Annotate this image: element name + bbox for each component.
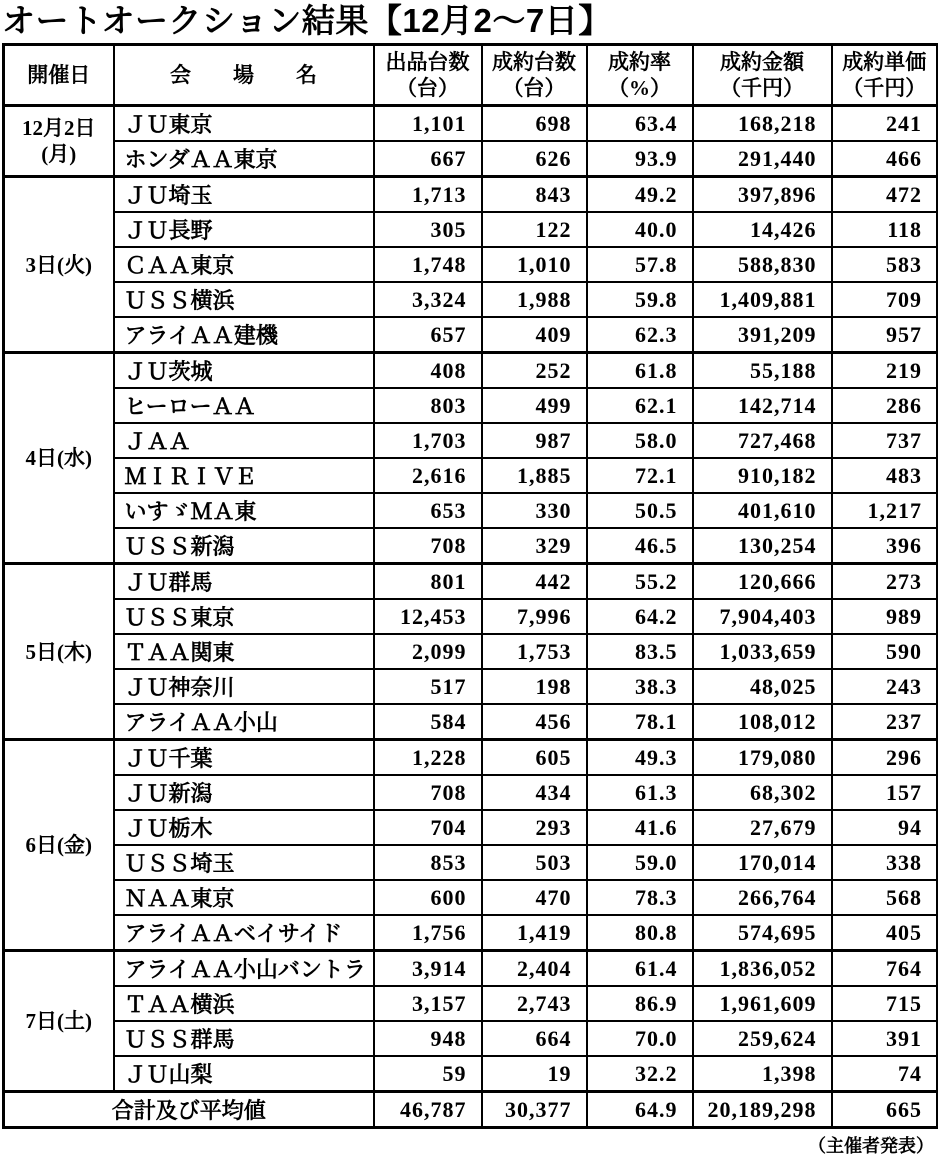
rate-cell: 46.5 [587,528,693,564]
unit-price-cell: 472 [832,177,938,213]
unit-price-cell: 1,217 [832,493,938,528]
rate-cell: 61.4 [587,951,693,987]
rate-cell: 49.3 [587,740,693,776]
listed-cell: 1,713 [374,177,482,213]
unit-price-cell: 483 [832,458,938,493]
unit-price-cell: 241 [832,106,938,142]
venue-cell: アライＡＡ小山 [114,704,374,740]
venue-cell: ＪＵ新潟 [114,775,374,810]
listed-cell: 3,914 [374,951,482,987]
venue-cell: ＪＵ埼玉 [114,177,374,213]
sold-cell: 499 [482,388,587,423]
col-header-listed [374,45,482,106]
venue-cell: ＮＡＡ東京 [114,880,374,915]
listed-cell: 1,748 [374,247,482,282]
amount-cell: 910,182 [693,458,832,493]
table-row [4,564,938,600]
rate-cell: 61.3 [587,775,693,810]
venue-cell: ＪＵ東京 [114,106,374,142]
listed-cell: 584 [374,704,482,740]
listed-cell: 2,616 [374,458,482,493]
amount-cell: 588,830 [693,247,832,282]
sold-cell: 503 [482,845,587,880]
amount-cell: 27,679 [693,810,832,845]
table-row [4,845,938,880]
date-cell [4,353,114,564]
rate-cell: 78.3 [587,880,693,915]
table-row [4,247,938,282]
sold-cell: 664 [482,1021,587,1056]
unit-price-cell: 709 [832,282,938,317]
amount-cell: 259,624 [693,1021,832,1056]
listed-cell: 305 [374,212,482,247]
venue-cell: ＵＳＳ横浜 [114,282,374,317]
amount-cell: 1,409,881 [693,282,832,317]
table-row [4,1056,938,1092]
col-header-rate-main: 成約率 [608,50,671,75]
amount-cell: 168,218 [693,106,832,142]
table-row [4,212,938,247]
sold-cell: 605 [482,740,587,776]
listed-cell: 708 [374,528,482,564]
col-header-listed-unit: （台） [396,76,459,101]
table-header [4,45,938,106]
sold-cell: 1,419 [482,915,587,951]
amount-cell: 179,080 [693,740,832,776]
venue-cell: ＪＵ千葉 [114,740,374,776]
venue-cell: ＵＳＳ埼玉 [114,845,374,880]
amount-cell: 68,302 [693,775,832,810]
unit-price-cell: 764 [832,951,938,987]
col-header-amount [693,45,832,106]
table-row [4,141,938,177]
table-row [4,353,938,389]
rate-cell: 70.0 [587,1021,693,1056]
amount-cell: 397,896 [693,177,832,213]
unit-price-cell: 568 [832,880,938,915]
date-cell [4,177,114,353]
amount-cell: 142,714 [693,388,832,423]
sold-cell: 1,753 [482,634,587,669]
unit-price-cell: 338 [832,845,938,880]
table-row [4,1021,938,1056]
sold-cell: 987 [482,423,587,458]
listed-cell: 59 [374,1056,482,1092]
unit-price-cell: 118 [832,212,938,247]
amount-cell: 291,440 [693,141,832,177]
venue-cell: ＪＡＡ [114,423,374,458]
rate-cell: 59.8 [587,282,693,317]
sold-cell: 698 [482,106,587,142]
venue-cell: いすゞＭＡ東 [114,493,374,528]
unit-price-cell: 219 [832,353,938,389]
rate-cell: 63.4 [587,106,693,142]
source-note: （主催者発表） [808,1136,934,1157]
venue-cell: ＪＵ神奈川 [114,669,374,704]
table-row [4,951,938,987]
total-amount-cell: 20,189,298 [693,1092,832,1128]
listed-cell: 1,101 [374,106,482,142]
table-row [4,704,938,740]
unit-price-cell: 243 [832,669,938,704]
amount-cell: 391,209 [693,317,832,353]
col-header-sold [482,45,587,106]
rate-cell: 55.2 [587,564,693,600]
venue-cell: ＪＵ群馬 [114,564,374,600]
amount-cell: 1,398 [693,1056,832,1092]
rate-cell: 64.2 [587,599,693,634]
table-row [4,880,938,915]
col-header-listed-main: 出品台数 [385,50,470,75]
amount-cell: 7,904,403 [693,599,832,634]
sold-cell: 1,988 [482,282,587,317]
unit-price-cell: 989 [832,599,938,634]
unit-price-cell: 396 [832,528,938,564]
date-line: 4日(水) [25,446,92,471]
col-header-sold-main: 成約台数 [492,50,576,75]
table-body [4,106,938,1092]
sold-cell: 2,404 [482,951,587,987]
listed-cell: 657 [374,317,482,353]
unit-price-cell: 391 [832,1021,938,1056]
venue-cell: ＵＳＳ東京 [114,599,374,634]
rate-cell: 62.3 [587,317,693,353]
date-cell [4,106,114,177]
amount-cell: 170,014 [693,845,832,880]
table-row [4,458,938,493]
rate-cell: 41.6 [587,810,693,845]
venue-cell: ＭＩＲＩＶＥ [114,458,374,493]
listed-cell: 708 [374,775,482,810]
listed-cell: 408 [374,353,482,389]
listed-cell: 853 [374,845,482,880]
col-header-venue [114,45,374,106]
table-row [4,775,938,810]
total-rate-cell: 64.9 [587,1092,693,1128]
date-cell [4,951,114,1092]
sold-cell: 456 [482,704,587,740]
table-row [4,986,938,1021]
auction-results-table [2,43,938,1129]
unit-price-cell: 405 [832,915,938,951]
table-row [4,388,938,423]
sold-cell: 434 [482,775,587,810]
venue-cell: ＴＡＡ横浜 [114,986,374,1021]
sold-cell: 470 [482,880,587,915]
table-row [4,528,938,564]
listed-cell: 1,228 [374,740,482,776]
unit-price-cell: 715 [832,986,938,1021]
date-line: 12月2日 [22,116,96,141]
table-row [4,423,938,458]
rate-cell: 58.0 [587,423,693,458]
col-header-amount-unit: （千円） [720,76,804,101]
col-header-rate-unit: （%） [608,76,671,101]
listed-cell: 1,756 [374,915,482,951]
listed-cell: 801 [374,564,482,600]
sold-cell: 442 [482,564,587,600]
date-cell [4,564,114,740]
date-line: (月) [41,142,77,167]
rate-cell: 80.8 [587,915,693,951]
unit-price-cell: 296 [832,740,938,776]
date-line: 7日(土) [25,1009,92,1034]
amount-cell: 1,961,609 [693,986,832,1021]
unit-price-cell: 466 [832,141,938,177]
date-line: 5日(木) [25,639,92,664]
total-unit-price-cell: 665 [832,1092,938,1128]
unit-price-cell: 94 [832,810,938,845]
amount-cell: 401,610 [693,493,832,528]
date-cell [4,740,114,951]
sold-cell: 198 [482,669,587,704]
rate-cell: 61.8 [587,353,693,389]
listed-cell: 803 [374,388,482,423]
col-header-sold-unit: （台） [502,76,566,101]
listed-cell: 3,324 [374,282,482,317]
venue-cell: ホンダＡＡ東京 [114,141,374,177]
listed-cell: 667 [374,141,482,177]
listed-cell: 600 [374,880,482,915]
unit-price-cell: 737 [832,423,938,458]
sold-cell: 2,743 [482,986,587,1021]
rate-cell: 62.1 [587,388,693,423]
rate-cell: 78.1 [587,704,693,740]
rate-cell: 72.1 [587,458,693,493]
venue-cell: ヒーローＡＡ [114,388,374,423]
unit-price-cell: 273 [832,564,938,600]
sold-cell: 252 [482,353,587,389]
listed-cell: 1,703 [374,423,482,458]
total-sold-cell: 30,377 [482,1092,587,1128]
rate-cell: 57.8 [587,247,693,282]
table-row [4,669,938,704]
listed-cell: 704 [374,810,482,845]
col-header-rate [587,45,693,106]
sold-cell: 626 [482,141,587,177]
venue-cell: ＴＡＡ関東 [114,634,374,669]
sold-cell: 409 [482,317,587,353]
venue-cell: アライＡＡ小山バントラ [114,951,374,987]
amount-cell: 1,033,659 [693,634,832,669]
table-row [4,177,938,213]
listed-cell: 12,453 [374,599,482,634]
col-header-unit-price-main: 成約単価 [842,50,927,75]
total-listed-cell: 46,787 [374,1092,482,1128]
date-line: 6日(金) [25,833,92,858]
amount-cell: 727,468 [693,423,832,458]
col-header-amount-main: 成約金額 [720,50,804,75]
amount-cell: 130,254 [693,528,832,564]
table-row [4,915,938,951]
table-row [4,282,938,317]
table-row [4,634,938,669]
venue-cell: アライＡＡベイサイド [114,915,374,951]
rate-cell: 40.0 [587,212,693,247]
amount-cell: 14,426 [693,212,832,247]
venue-cell: ＪＵ栃木 [114,810,374,845]
total-row [4,1092,938,1128]
venue-cell: アライＡＡ建機 [114,317,374,353]
table-row [4,740,938,776]
venue-cell: ＵＳＳ新潟 [114,528,374,564]
sold-cell: 19 [482,1056,587,1092]
sold-cell: 293 [482,810,587,845]
listed-cell: 2,099 [374,634,482,669]
listed-cell: 3,157 [374,986,482,1021]
rate-cell: 50.5 [587,493,693,528]
header-row [4,45,938,106]
unit-price-cell: 237 [832,704,938,740]
sold-cell: 843 [482,177,587,213]
unit-price-cell: 157 [832,775,938,810]
col-header-unit-price-unit: （千円） [842,76,927,101]
sold-cell: 122 [482,212,587,247]
amount-cell: 55,188 [693,353,832,389]
table-row [4,317,938,353]
sold-cell: 330 [482,493,587,528]
total-label-cell: 合計及び平均値 [4,1092,374,1128]
table-footer [4,1092,938,1128]
amount-cell: 48,025 [693,669,832,704]
rate-cell: 49.2 [587,177,693,213]
unit-price-cell: 286 [832,388,938,423]
sold-cell: 7,996 [482,599,587,634]
table-row [4,810,938,845]
sold-cell: 1,010 [482,247,587,282]
rate-cell: 86.9 [587,986,693,1021]
venue-cell: ＪＵ茨城 [114,353,374,389]
table-row [4,599,938,634]
unit-price-cell: 957 [832,317,938,353]
table-row [4,106,938,142]
page-title: オートオークション結果【12月2～7日】 [2,2,612,39]
col-header-venue-label: 会 場 名 [170,63,317,88]
rate-cell: 38.3 [587,669,693,704]
date-line: 3日(火) [25,252,92,277]
col-header-unit-price [832,45,938,106]
amount-cell: 108,012 [693,704,832,740]
amount-cell: 266,764 [693,880,832,915]
col-header-date [4,45,114,106]
venue-cell: ＪＵ長野 [114,212,374,247]
rate-cell: 93.9 [587,141,693,177]
amount-cell: 120,666 [693,564,832,600]
sold-cell: 1,885 [482,458,587,493]
unit-price-cell: 590 [832,634,938,669]
listed-cell: 948 [374,1021,482,1056]
venue-cell: ＵＳＳ群馬 [114,1021,374,1056]
rate-cell: 83.5 [587,634,693,669]
rate-cell: 59.0 [587,845,693,880]
col-header-date-label: 開催日 [27,63,91,88]
table-row [4,493,938,528]
unit-price-cell: 583 [832,247,938,282]
listed-cell: 517 [374,669,482,704]
amount-cell: 574,695 [693,915,832,951]
venue-cell: ＣＡＡ東京 [114,247,374,282]
listed-cell: 653 [374,493,482,528]
rate-cell: 32.2 [587,1056,693,1092]
venue-cell: ＪＵ山梨 [114,1056,374,1092]
unit-price-cell: 74 [832,1056,938,1092]
sold-cell: 329 [482,528,587,564]
amount-cell: 1,836,052 [693,951,832,987]
